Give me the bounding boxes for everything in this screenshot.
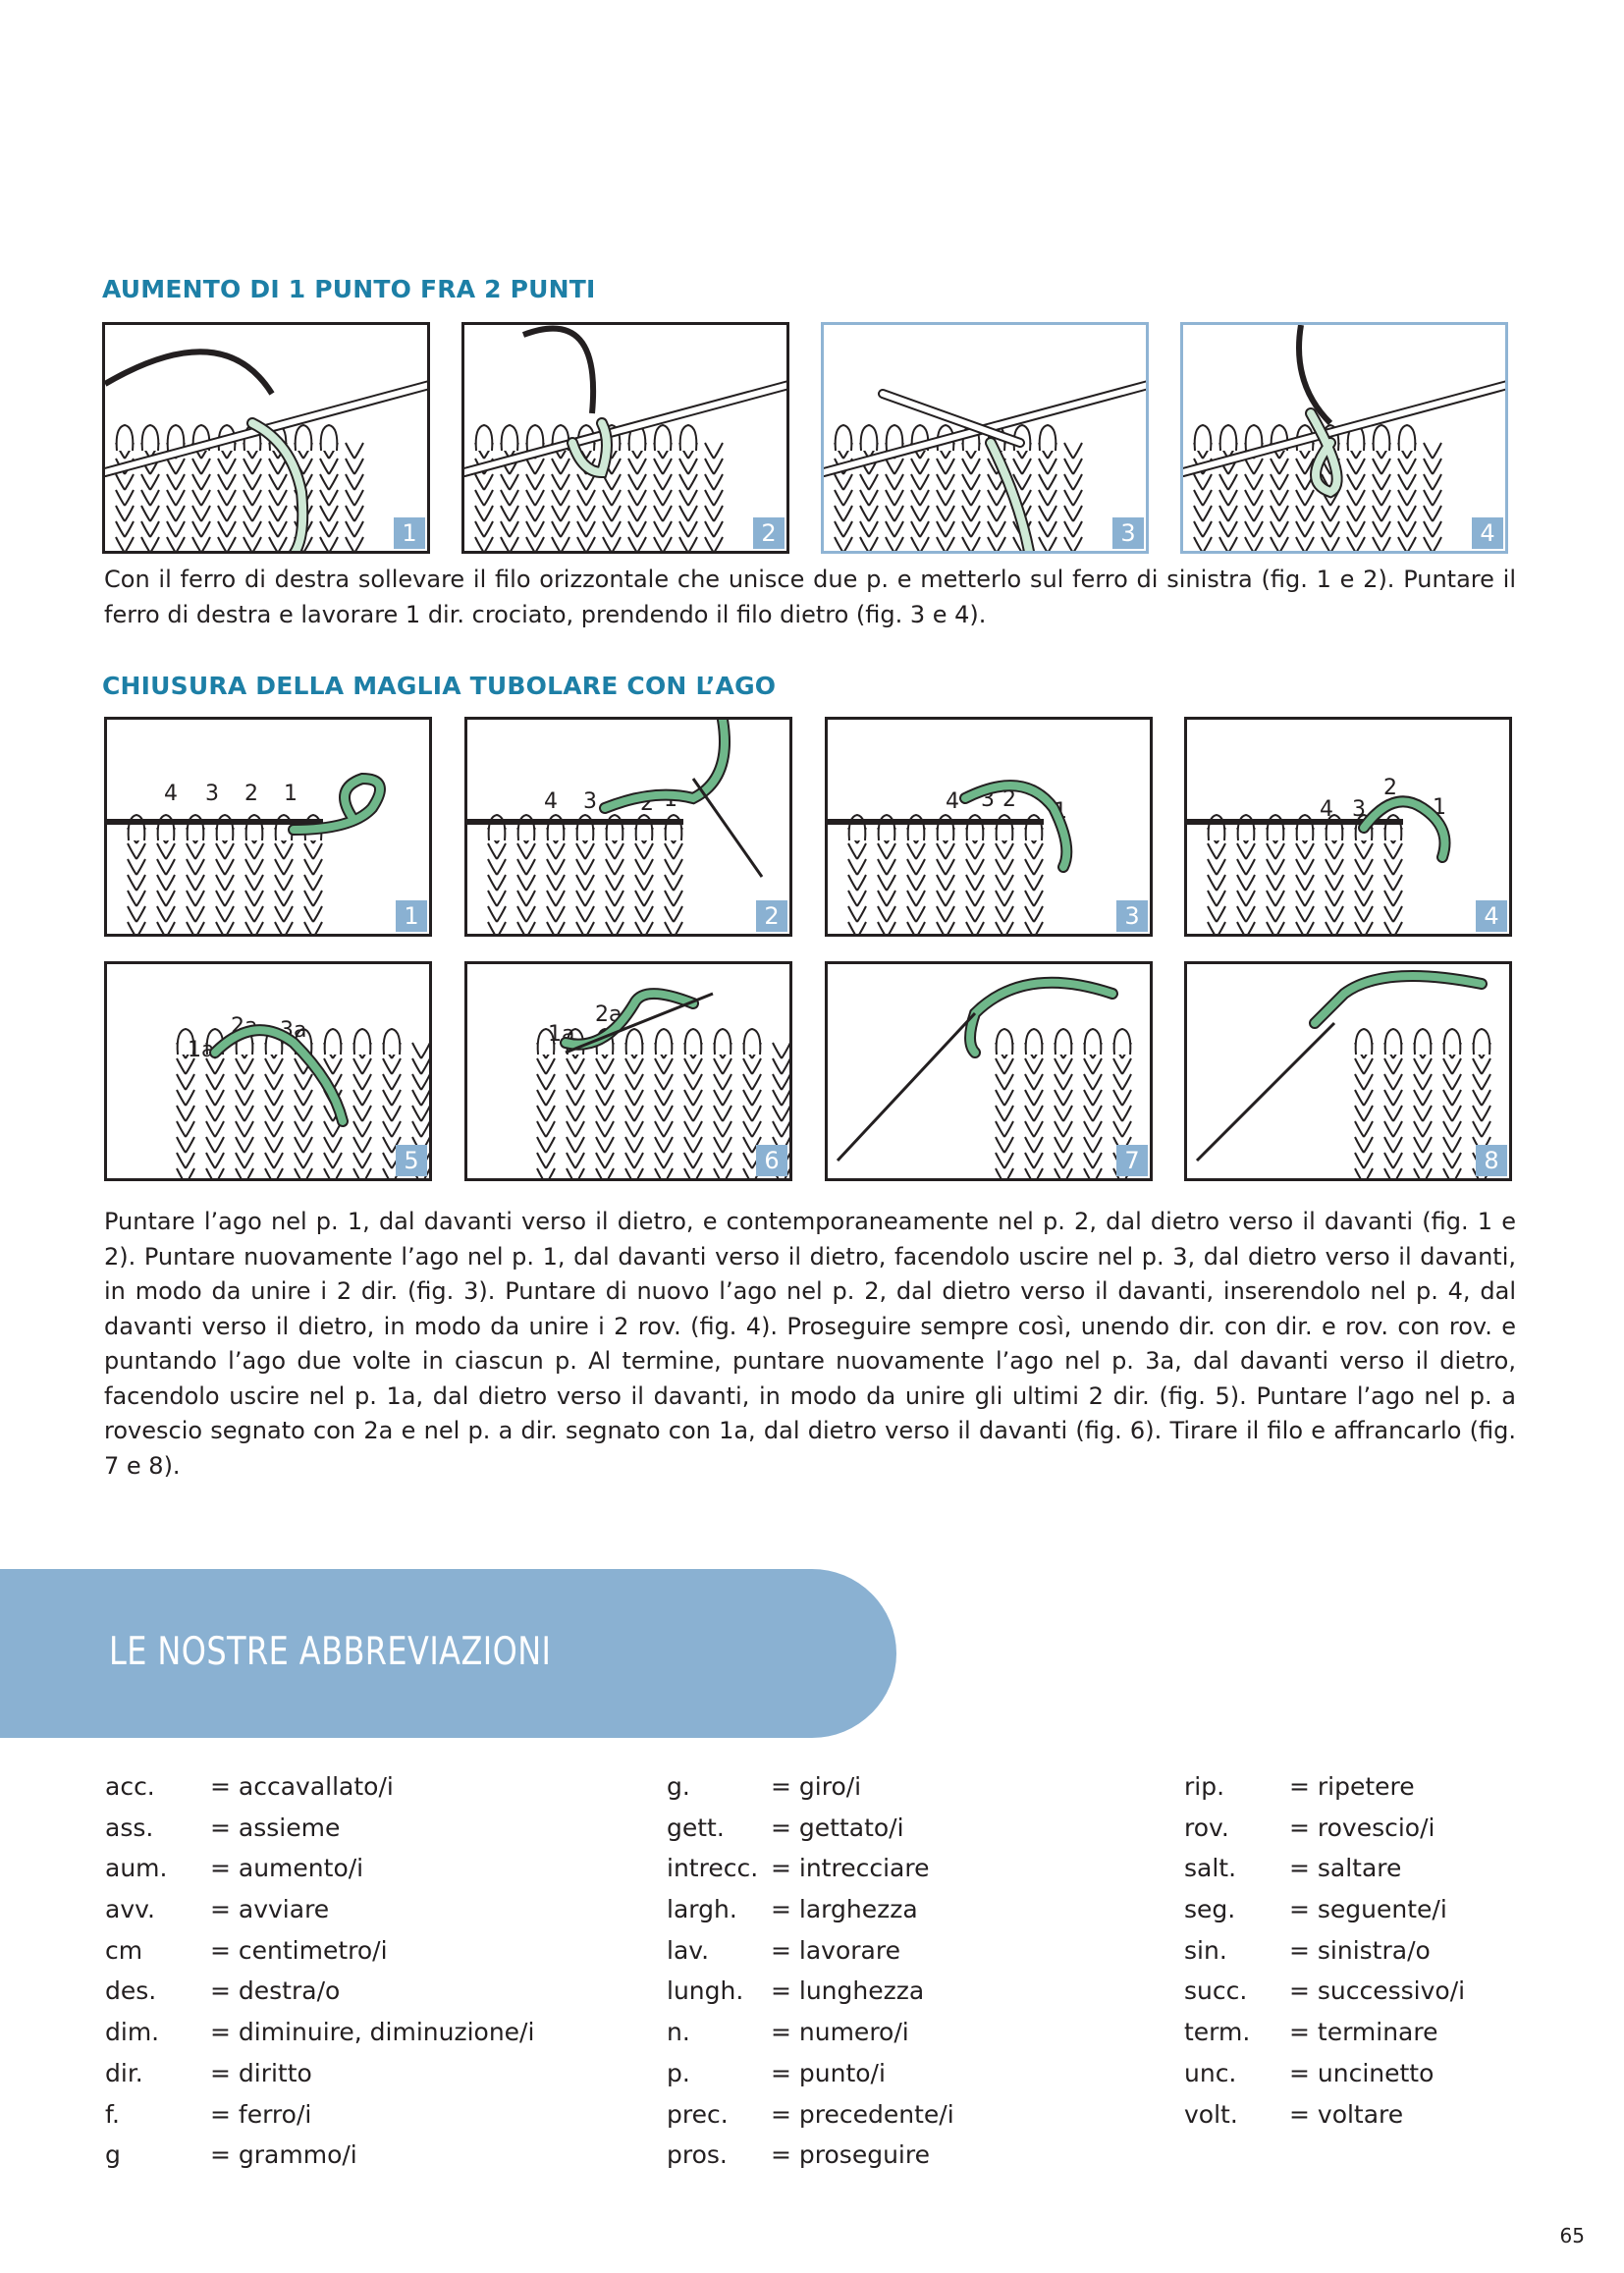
abbreviation-meaning: = aumento/i (210, 1854, 364, 1883)
tubular-figure-7-drawing (828, 964, 1153, 1181)
figure-number: 2 (756, 900, 787, 932)
abbreviation-meaning: = punto/i (771, 2058, 886, 2087)
figure-number: 2 (753, 517, 785, 549)
stitch-label-3a: 3a (280, 1018, 307, 1043)
abbreviation-key: f. (105, 2099, 120, 2129)
stitch-number-label: 1 (1433, 795, 1446, 820)
abbreviation-meaning: = proseguire (771, 2140, 930, 2170)
increase-figure-2-drawing (464, 325, 789, 554)
section-text-increase: Con il ferro di destra sollevare il filo orizzontale che unisce due p. e metterlo sul ferro di sinistra (fig. 1 e 2). Puntare il ferro di destra e lavorare 1 dir. crociato, prendendo il filo dietro (fig. 3 e 4). (104, 566, 1516, 628)
tubular-figure-4-drawing (1187, 720, 1512, 937)
abbreviation-meaning: = ferro/i (210, 2099, 312, 2129)
section-title-tubular-cast-off: CHIUSURA DELLA MAGLIA TUBOLARE CON L’AGO (102, 672, 777, 700)
figure-number: 8 (1476, 1145, 1507, 1176)
figure-number: 4 (1472, 517, 1503, 549)
tubular-figure-8-drawing (1187, 964, 1512, 1181)
stitch-number-label: 4 (946, 789, 959, 814)
stitch-number-label: 2 (244, 782, 258, 806)
abbreviation-meaning: = successivo/i (1289, 1976, 1466, 2006)
abbreviation-key: lav. (667, 1935, 710, 1965)
abbreviation-key: dir. (105, 2058, 143, 2087)
tubular-figure-1 (104, 717, 432, 937)
stitch-number-label: 1 (284, 782, 298, 806)
increase-figure-3 (821, 322, 1149, 554)
increase-figure-1-drawing (105, 325, 430, 554)
abbreviation-key: rip. (1184, 1772, 1225, 1801)
abbreviation-key: g (105, 2140, 121, 2170)
abbreviation-key: pros. (667, 2140, 728, 2170)
tubular-figure-3 (825, 717, 1153, 937)
abbreviation-meaning: = ripetere (1289, 1772, 1415, 1801)
figure-number: 5 (396, 1145, 427, 1176)
figure-number: 3 (1112, 517, 1144, 549)
abbreviation-meaning: = uncinetto (1289, 2058, 1435, 2087)
abbreviation-key: ass. (105, 1813, 154, 1842)
stitch-number-label: 4 (164, 782, 178, 806)
figure-number: 7 (1116, 1145, 1148, 1176)
tubular-figure-6-drawing (467, 964, 792, 1181)
abbreviation-meaning: = lunghezza (771, 1976, 925, 2006)
stitch-number-label: 3 (205, 782, 219, 806)
abbreviation-meaning: = assieme (210, 1813, 341, 1842)
increase-figure-4-drawing (1183, 325, 1508, 554)
abbreviation-meaning: = seguente/i (1289, 1895, 1447, 1924)
stitch-label-1a: 1a (188, 1038, 215, 1062)
abbreviation-meaning: = grammo/i (210, 2140, 357, 2170)
abbreviation-meaning: = voltare (1289, 2099, 1404, 2129)
abbreviation-key: des. (105, 1976, 157, 2006)
abbreviation-key: lungh. (667, 1976, 744, 2006)
figure-number: 6 (756, 1145, 787, 1176)
figure-number: 1 (396, 900, 427, 932)
abbreviation-meaning: = diritto (210, 2058, 312, 2087)
abbreviation-key: g. (667, 1772, 690, 1801)
abbreviation-key: dim. (105, 2018, 160, 2047)
tubular-figure-5-drawing (107, 964, 432, 1181)
abbreviation-key: sin. (1184, 1935, 1227, 1965)
increase-figure-2 (461, 322, 789, 554)
abbreviation-meaning: = numero/i (771, 2018, 909, 2047)
tubular-figure-5 (104, 961, 432, 1181)
stitch-label-2a: 2a (231, 1014, 258, 1039)
stitch-number-label: 3 (981, 787, 995, 812)
stitch-number-label: 2 (640, 791, 654, 816)
abbreviations-title: LE NOSTRE ABBREVIAZIONI (109, 1630, 552, 1674)
abbreviation-meaning: = saltare (1289, 1854, 1402, 1883)
abbreviation-meaning: = lavorare (771, 1935, 900, 1965)
stitch-label-2a: 2a (595, 1002, 623, 1027)
tubular-figure-8 (1184, 961, 1512, 1181)
figure-number: 4 (1476, 900, 1507, 932)
abbreviation-key: succ. (1184, 1976, 1248, 2006)
abbreviation-key: p. (667, 2058, 690, 2087)
abbreviation-meaning: = precedente/i (771, 2099, 954, 2129)
abbreviation-key: n. (667, 2018, 690, 2047)
abbreviation-meaning: = giro/i (771, 1772, 862, 1801)
tubular-figure-2 (464, 717, 792, 937)
abbreviation-meaning: = destra/o (210, 1976, 341, 2006)
abbreviation-key: cm (105, 1935, 143, 1965)
abbreviation-key: seg. (1184, 1895, 1236, 1924)
figure-number: 1 (394, 517, 425, 549)
stitch-number-label: 1 (664, 787, 677, 812)
abbreviation-key: volt. (1184, 2099, 1238, 2129)
page-number: 65 (1559, 2224, 1585, 2247)
stitch-label-1a: 1a (548, 1022, 575, 1047)
abbreviation-key: term. (1184, 2018, 1251, 2047)
abbreviation-key: largh. (667, 1895, 737, 1924)
abbreviation-meaning: = diminuire, diminuzione/i (210, 2018, 535, 2047)
figure-number: 3 (1116, 900, 1148, 932)
abbreviation-meaning: = rovescio/i (1289, 1813, 1435, 1842)
abbreviation-key: gett. (667, 1813, 725, 1842)
stitch-number-label: 3 (1352, 797, 1366, 822)
abbreviation-meaning: = accavallato/i (210, 1772, 394, 1801)
stitch-number-label: 2 (1383, 776, 1397, 800)
increase-figure-4 (1180, 322, 1508, 554)
abbreviation-meaning: = gettato/i (771, 1813, 904, 1842)
increase-figure-1 (102, 322, 430, 554)
abbreviation-key: aum. (105, 1854, 168, 1883)
section-title-increase: AUMENTO DI 1 PUNTO FRA 2 PUNTI (102, 275, 596, 303)
section-text-tubular-cast-off: Puntare l’ago nel p. 1, dal davanti verso il dietro, e contemporaneamente nel p. 2, dal dietro verso il davanti (fig. 1 e 2). Puntare nuovamente l’ago nel p. 1, dal davanti verso il dietro, facendolo uscire nel p. 3, dal dietro verso il davanti, in modo da unire i 2 dir. (fig. 3). Puntare di nuovo l’ago nel p. 2, dal dietro verso il davanti, inserendolo nel p. 4, dal davanti verso il dietro, in modo da unire i 2 rov. (fig. 4). Proseguire sempre così, unendo dir. con dir. e rov. con rov. e puntando l’ago due volte in ciascun p. Al termine, puntare nuovamente l’ago nel p. 3a, dal davanti verso il dietro, facendolo uscire nel p. 1a, dal dietro verso il davanti, in modo da unire gli ultimi 2 dir. (fig. 5). Puntare l’ago nel p. a rovescio segnato con 2a e nel p. a dir. segnato con 1a, dal dietro verso il davanti (fig. 6). Tirare il filo e affrancarlo (fig. 7 e 8). (104, 1208, 1516, 1480)
abbreviation-meaning: = intrecciare (771, 1854, 930, 1883)
abbreviation-key: acc. (105, 1772, 155, 1801)
stitch-number-label: 3 (583, 789, 597, 814)
abbreviation-key: rov. (1184, 1813, 1229, 1842)
abbreviation-meaning: = terminare (1289, 2018, 1438, 2047)
tubular-figure-2-drawing (467, 720, 792, 937)
stitch-number-label: 1 (1054, 799, 1067, 824)
tubular-figure-3-drawing (828, 720, 1153, 937)
abbreviation-meaning: = larghezza (771, 1895, 918, 1924)
tubular-figure-7 (825, 961, 1153, 1181)
abbreviation-key: intrecc. (667, 1854, 759, 1883)
abbreviation-key: avv. (105, 1895, 155, 1924)
tubular-figure-6 (464, 961, 792, 1181)
tubular-figure-1-drawing (107, 720, 432, 937)
abbreviation-meaning: = centimetro/i (210, 1935, 388, 1965)
stitch-number-label: 2 (1002, 787, 1016, 812)
stitch-number-label: 4 (544, 789, 558, 814)
abbreviation-meaning: = sinistra/o (1289, 1935, 1431, 1965)
stitch-number-label: 4 (1320, 797, 1333, 822)
abbreviation-key: salt. (1184, 1854, 1237, 1883)
abbreviation-key: prec. (667, 2099, 729, 2129)
tubular-figure-4 (1184, 717, 1512, 937)
abbreviation-meaning: = avviare (210, 1895, 330, 1924)
increase-figure-3-drawing (824, 325, 1149, 554)
abbreviation-key: unc. (1184, 2058, 1237, 2087)
